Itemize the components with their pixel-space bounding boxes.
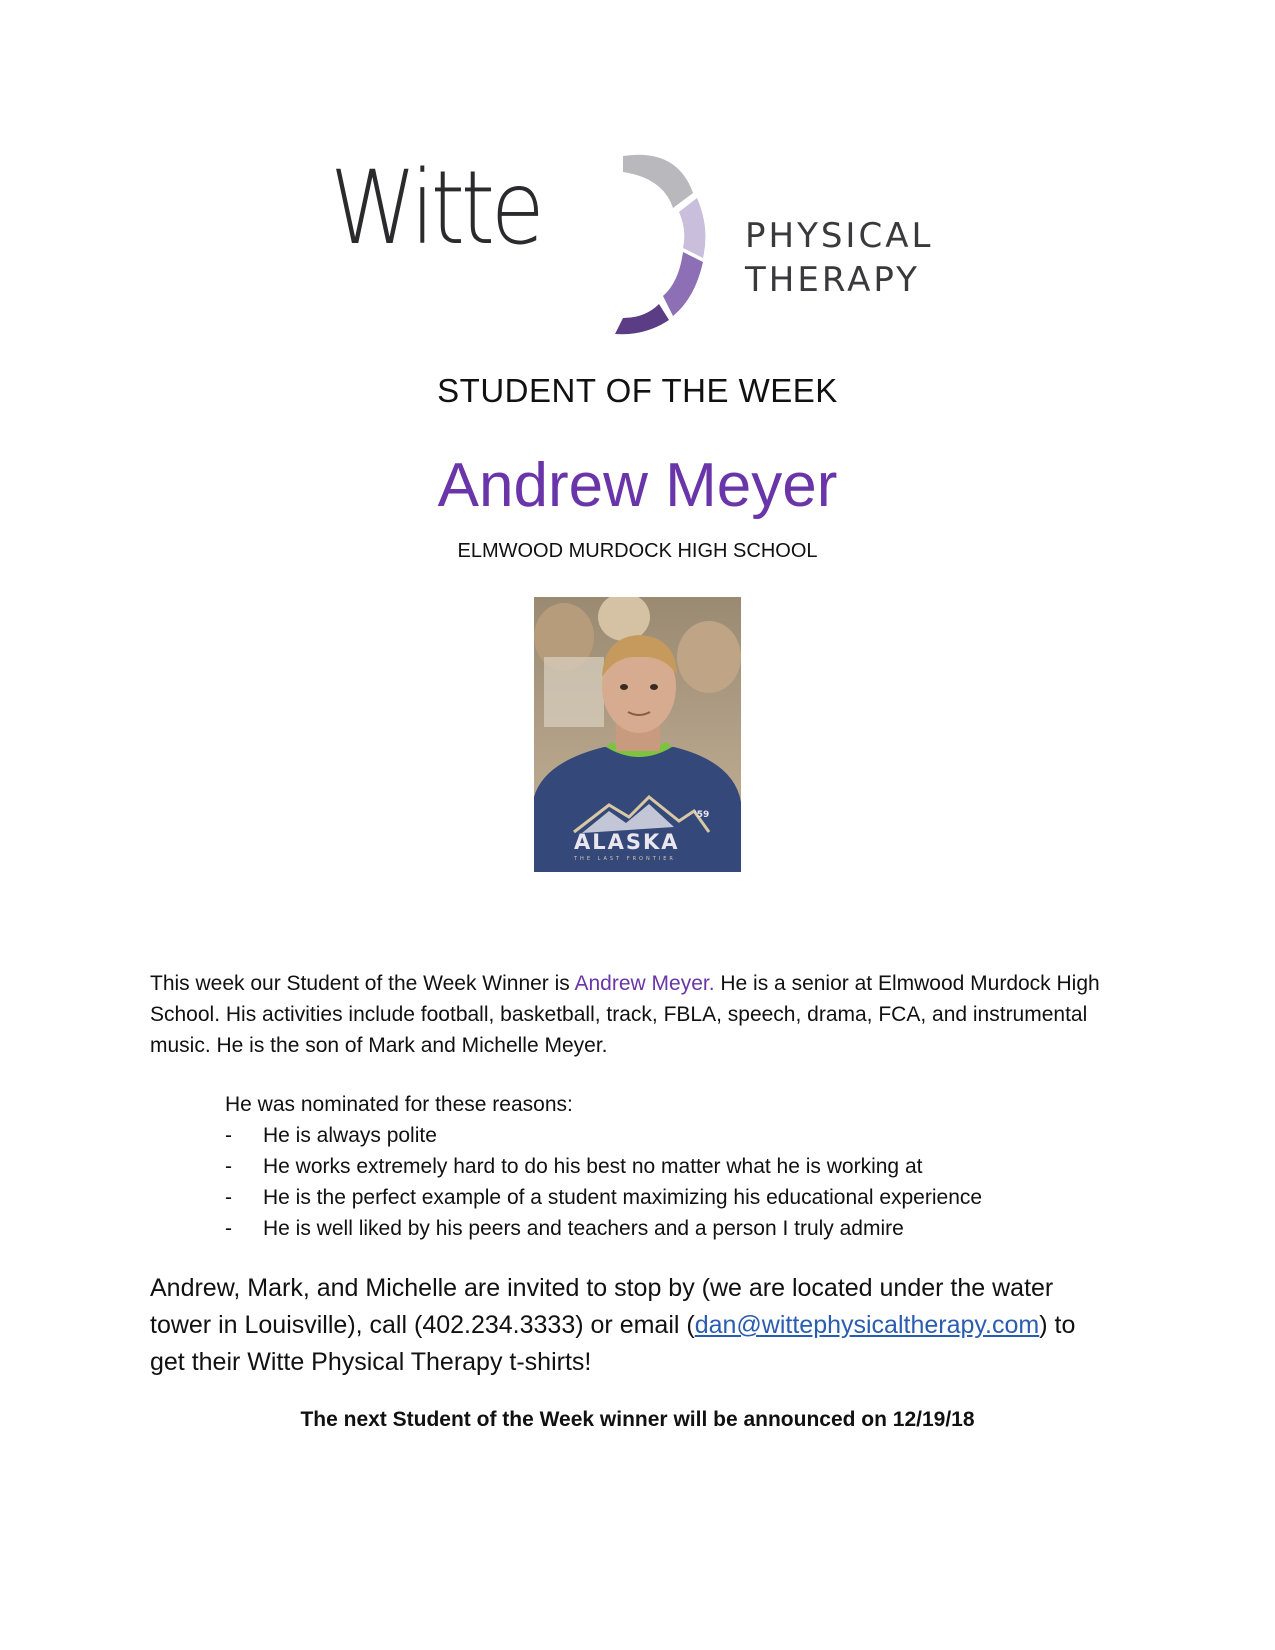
list-item — [225, 1120, 1105, 1151]
invite-paragraph — [150, 1270, 1100, 1381]
student-photo — [534, 597, 741, 872]
list-bullet: - — [225, 1124, 232, 1147]
intro-text-after: He is a senior at Elmwood Murdock High School. His activities include football, basketball, track, FBLA, speech, drama, FCA, and instrumental music. He is the son of Mark and Michelle Meyer. — [150, 972, 1100, 1057]
list-item-text: He works extremely hard to do his best no matter what he is working at — [263, 1155, 923, 1178]
intro-paragraph — [150, 968, 1100, 1061]
shirt-text: ALASKA — [574, 830, 680, 854]
page-heading: STUDENT OF THE WEEK — [437, 372, 838, 409]
logo-subtitle — [745, 214, 933, 302]
list-item — [225, 1182, 1105, 1213]
email-link[interactable]: dan@wittephysicaltherapy.com — [694, 1311, 1040, 1339]
reasons-title: He was nominated for these reasons: — [225, 1093, 573, 1116]
logo-line-physical: PHYSICAL — [745, 216, 934, 256]
intro-student-name: Andrew Meyer. — [574, 972, 715, 995]
student-school: ELMWOOD MURDOCK HIGH SCHOOL — [457, 540, 818, 562]
list-item-text: He is the perfect example of a student maximizing his educational experience — [263, 1186, 983, 1209]
student-name: Andrew Meyer — [437, 451, 838, 520]
witte-logo — [330, 148, 950, 338]
intro-text-before: This week our Student of the Week Winner is — [150, 972, 575, 995]
list-bullet: - — [225, 1155, 232, 1178]
logo-line-therapy: THERAPY — [745, 260, 920, 300]
shirt-subtext: THE LAST FRONTIER — [574, 856, 676, 862]
list-item-text: He is well liked by his peers and teachers and a person I truly admire — [263, 1217, 904, 1240]
list-bullet: - — [225, 1186, 232, 1209]
invite-text-before: Andrew, Mark, and Michelle are invited to stop by (we are located under the water tower in Louisville), call (402.234.3333) or email ( — [150, 1274, 1054, 1339]
shirt-number: '59 — [694, 810, 710, 820]
invite-text-after: ) to get their Witte Physical Therapy t-shirts! — [150, 1311, 1076, 1376]
list-bullet: - — [225, 1217, 232, 1240]
nomination-reasons — [225, 1089, 1105, 1244]
list-item — [225, 1151, 1105, 1182]
logo-arc-icon — [615, 148, 715, 338]
logo-wordmark: Witte — [330, 149, 541, 268]
list-item-text: He is always polite — [263, 1124, 437, 1147]
next-winner-notice: The next Student of the Week winner will be announced on 12/19/18 — [300, 1408, 975, 1431]
list-item — [225, 1213, 1105, 1244]
reasons-list — [225, 1120, 1105, 1244]
